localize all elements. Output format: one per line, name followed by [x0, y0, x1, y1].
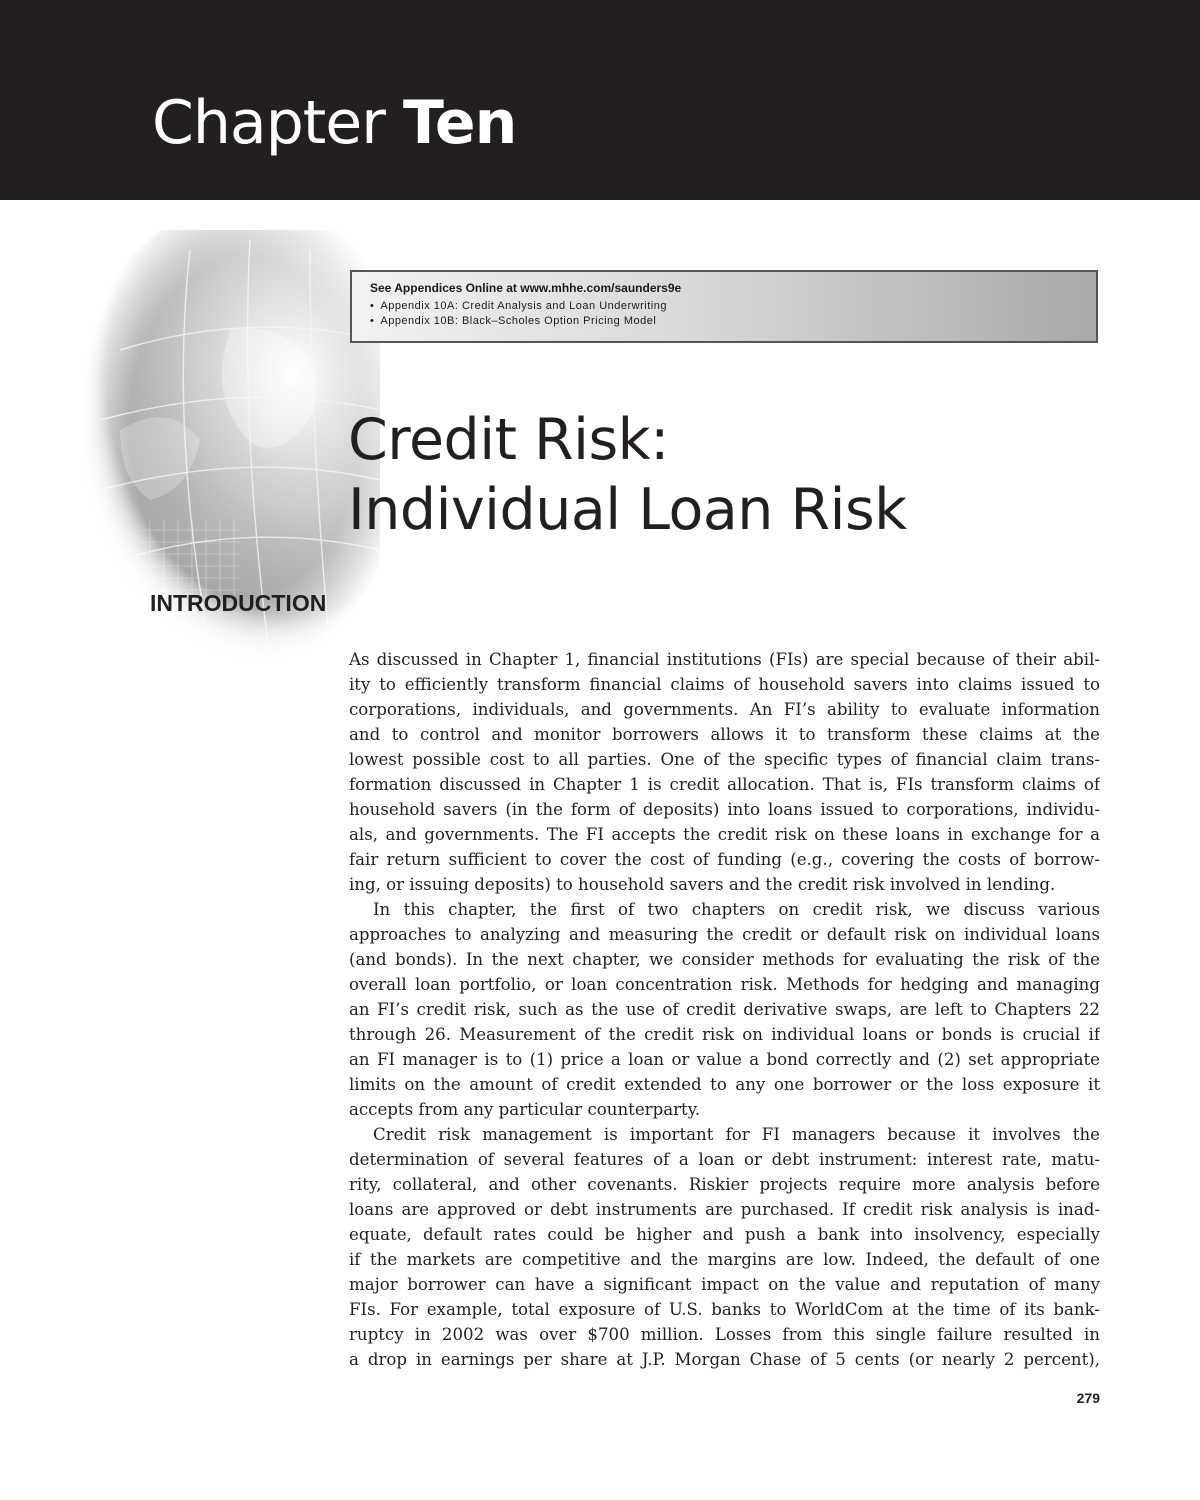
chapter-label-prefix: Chapter: [152, 88, 385, 158]
chapter-label: [152, 88, 516, 158]
body-line: equate, default rates could be higher and push a bank into insolvency, especially: [349, 1225, 1100, 1244]
body-line: formation discussed in Chapter 1 is credit allocation. That is, FIs transform claims of: [349, 775, 1100, 794]
appendix-list: [370, 299, 1096, 329]
appendix-item-label: Appendix 10A: Credit Analysis and Loan Underwriting: [380, 300, 667, 312]
body-line: through 26. Measurement of the credit risk on individual loans or bonds is crucial if: [349, 1025, 1100, 1044]
body-line: determination of several features of a loan or debt instrument: interest rate, matu-: [349, 1150, 1100, 1169]
body-line: As discussed in Chapter 1, financial institutions (FIs) are special because of their abil-: [349, 650, 1100, 669]
body-line: rity, collateral, and other covenants. Riskier projects require more analysis before: [349, 1175, 1100, 1194]
appendix-heading: See Appendices Online at www.mhhe.com/saunders9e: [370, 281, 682, 295]
body-line: limits on the amount of credit extended to any one borrower or the loss exposure it: [349, 1075, 1100, 1094]
body-line: ing, or issuing deposits) to household savers and the credit risk involved in lending.: [349, 875, 1056, 894]
appendix-item: [370, 314, 1096, 329]
appendix-item: [370, 299, 1096, 314]
body-line: major borrower can have a significant impact on the value and reputation of many: [349, 1275, 1100, 1294]
body-line: ity to efficiently transform financial claims of household savers into claims issued to: [349, 675, 1100, 694]
body-line: In this chapter, the first of two chapters on credit risk, we discuss various: [373, 900, 1100, 919]
body-line: loans are approved or debt instruments are purchased. If credit risk analysis is inad-: [349, 1200, 1100, 1219]
body-line: overall loan portfolio, or loan concentration risk. Methods for hedging and managing: [349, 975, 1100, 994]
appendix-box: [350, 270, 1098, 343]
body-line: corporations, individuals, and governments. An FI’s ability to evaluate information: [349, 700, 1100, 719]
body-text: [349, 647, 1100, 1372]
chapter-header-band: [0, 0, 1200, 200]
appendix-item-label: Appendix 10B: Black–Scholes Option Pricing Model: [380, 315, 657, 327]
body-line: if the markets are competitive and the margins are low. Indeed, the default of one: [349, 1250, 1100, 1269]
chapter-title-line-2: Individual Loan Risk: [348, 477, 907, 543]
body-line: (and bonds). In the next chapter, we consider methods for evaluating the risk of the: [349, 950, 1100, 969]
page-number: 279: [1076, 1390, 1100, 1406]
body-line: FIs. For example, total exposure of U.S. banks to WorldCom at the time of its bank-: [349, 1300, 1100, 1319]
body-line: ruptcy in 2002 was over $700 million. Losses from this single failure resulted in: [349, 1325, 1100, 1344]
body-line: household savers (in the form of deposits) into loans issued to corporations, individu-: [349, 800, 1100, 819]
section-heading: INTRODUCTION: [150, 590, 327, 616]
bullet-icon: •: [370, 300, 375, 312]
body-line: and to control and monitor borrowers allows it to transform these claims at the: [349, 725, 1100, 744]
body-line: a drop in earnings per share at J.P. Morgan Chase of 5 cents (or nearly 2 percent),: [349, 1350, 1100, 1369]
body-line: accepts from any particular counterparty.: [349, 1100, 701, 1119]
chapter-label-number: Ten: [402, 88, 517, 158]
body-line: an FI’s credit risk, such as the use of credit derivative swaps, are left to Chapters 22: [349, 1000, 1100, 1019]
body-line: Credit risk management is important for FI managers because it involves the: [373, 1125, 1100, 1144]
chapter-title-line-1: Credit Risk:: [348, 407, 669, 473]
bullet-icon: •: [370, 315, 375, 327]
body-line: fair return sufficient to cover the cost of funding (e.g., covering the costs of borrow-: [349, 850, 1100, 869]
body-line: als, and governments. The FI accepts the credit risk on these loans in exchange for a: [349, 825, 1100, 844]
chapter-title: [348, 405, 907, 545]
body-line: approaches to analyzing and measuring the credit or default risk on individual loans: [349, 925, 1100, 944]
body-line: lowest possible cost to all parties. One of the specific types of financial claim trans-: [349, 750, 1100, 769]
body-line: an FI manager is to (1) price a loan or value a bond correctly and (2) set appropriate: [349, 1050, 1100, 1069]
